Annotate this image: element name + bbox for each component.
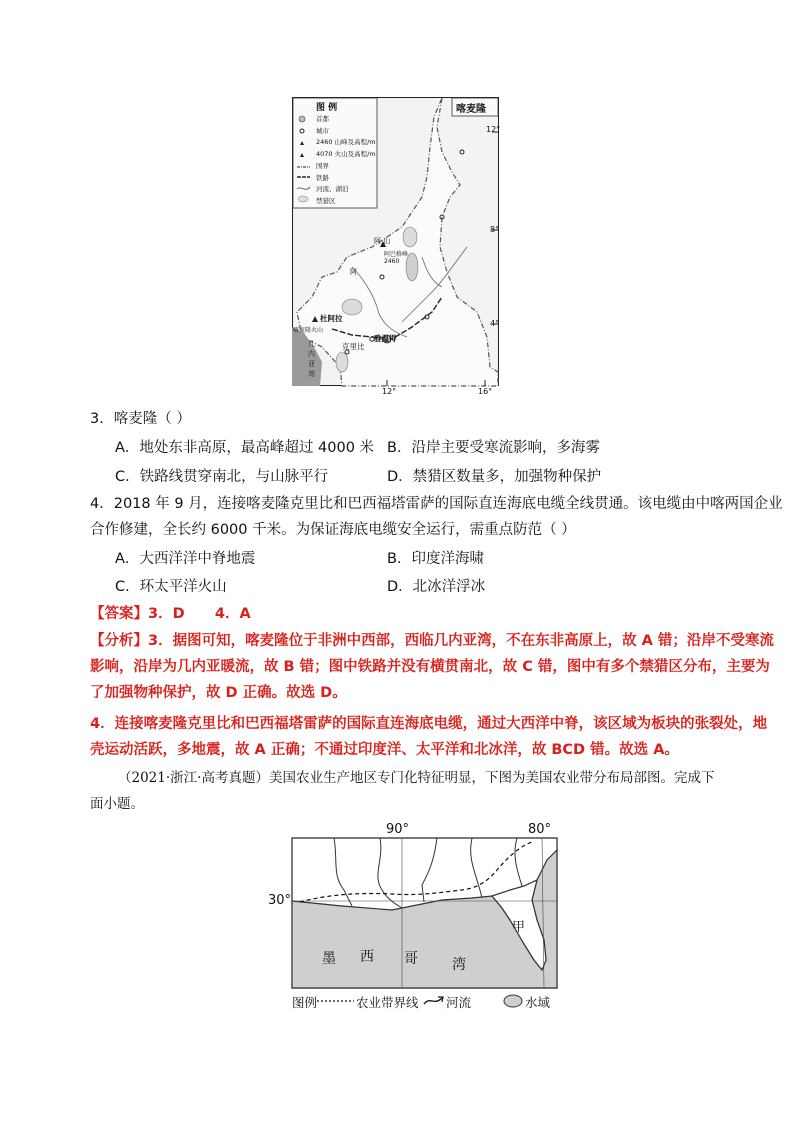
legend-item-peak: 2460 山峰及高程/m [316, 138, 376, 147]
map1-lon-12: 12° [382, 387, 397, 396]
answer-row [90, 604, 251, 624]
map2-lat-30: 30° [268, 893, 292, 908]
q4-stem-line2: 合作修建，全长约 6000 千米。为保证海底电缆安全运行，需重点防范（ ） [90, 522, 576, 538]
analysis-line2: 影响，沿岸为几内亚暖流，故 B 错；图中铁路并没有横贯南北，故 C 错，图中有多个禁猎区分布，主要为 [90, 659, 770, 675]
analysis-line4: 4．连接喀麦隆克里比和巴西福塔雷萨的国际直连海底电缆，通过大西洋中脊，该区域为板块的张裂处，地 [90, 716, 768, 732]
map1-lon-16: 16° [478, 387, 493, 396]
legend-item-railway: 铁路 [316, 173, 329, 182]
map1-lat-8: 8° [490, 225, 500, 234]
map1-lat-4: 4° [490, 319, 500, 328]
map2-legend-boundary: 农业带界线 [356, 995, 419, 1010]
q4-option-a: A．大西洋洋中脊地震 [115, 551, 256, 567]
q3-option-a: A．地处东非高原，最高峰超过 4000 米 [115, 440, 375, 456]
map1-lat-12: 12° [486, 125, 501, 134]
gulf-char-1: 墨 [322, 951, 336, 967]
map1-capital-label: 雅温得 [374, 334, 397, 343]
q3-option-c: C．铁路线贯穿南北，与山脉平行 [115, 469, 329, 485]
legend-item-border: 国界 [316, 161, 329, 170]
legend-item-reserve: 禁猎区 [316, 196, 336, 205]
q4-option-c: C．环太平洋火山 [115, 579, 227, 595]
answer-label: 【答案】 [90, 606, 148, 622]
next-question-line2: 面小题。 [90, 796, 144, 812]
analysis-line3: 了加强物种保护，故 D 正确。故选 D。 [90, 685, 347, 701]
map1-country-label: 喀麦隆 [456, 104, 486, 115]
q4-option-d: D．北冰洋浮冰 [387, 579, 486, 595]
analysis-line5: 壳运动活跃，多地震，故 A 正确；不通过印度洋、太平洋和北冰洋，故 BCD 错。故选 A。 [90, 742, 679, 758]
analysis-line1-text: 3．据图可知，喀麦隆位于非洲中西部，西临几内亚湾，不在东非高原上，故 A 错；沿岸不受寒流 [148, 633, 774, 649]
us-agriculture-map [262, 820, 582, 1015]
gulf-char-4: 湾 [452, 957, 466, 973]
map2-lon-90: 90° [386, 822, 410, 837]
q4-stem-line1: 4．2018 年 9 月，连接喀麦隆克里比和巴西福塔雷萨的国际直连海底电缆全线贯通。该电缆由中喀两国企业 [90, 496, 783, 512]
map2-point-jia: 甲 [512, 920, 526, 935]
answer-text: 3．D 4．A [148, 606, 251, 622]
map2-legend-water: 水域 [525, 995, 551, 1010]
map2-legend-river: 河流 [446, 995, 472, 1010]
map2-legend-title: 图例 [292, 995, 318, 1010]
map1-gulf-label: 几 内 亚 湾 [308, 340, 315, 378]
q3-option-d: D．禁猎区数量多，加强物种保护 [387, 469, 602, 485]
q3-option-b: B．沿岸主要受寒流影响，多海雾 [387, 440, 600, 456]
analysis-line1 [90, 631, 774, 651]
q3-stem: 3．喀麦隆（ ） [90, 411, 191, 427]
map1-legend-title: 图 例 [316, 103, 338, 113]
next-question-line1: （2021·浙江·高考真题）美国农业生产地区专门化特征明显，下图为美国农业带分布局部图。完成下 [118, 770, 715, 786]
gulf-char-2: 西 [360, 949, 374, 965]
legend-item-capital: 首都 [316, 115, 329, 123]
analysis-label: 【分析】 [90, 633, 148, 649]
gulf-char-3: 哥 [404, 951, 418, 967]
map1-volcano-label: 喀麦隆火山 [293, 327, 324, 334]
map1-peak-label: 阿巴格峰 2460 [384, 251, 409, 265]
cameroon-map [292, 97, 506, 396]
map1-west-mountain-label: 阿 [350, 268, 357, 276]
q4-option-b: B．印度洋海啸 [387, 551, 484, 567]
legend-item-volcano: 4070 火山及高程/m [316, 150, 376, 159]
legend-item-river: 河流、湖泊 [316, 185, 349, 194]
map1-legend-list [316, 114, 376, 208]
map1-city-kribi: 克里比 [342, 342, 365, 351]
us-map-svg [262, 820, 582, 1015]
map1-city-douala: 杜阿拉 [320, 314, 343, 323]
legend-item-city: 城市 [316, 126, 329, 135]
map1-mountain-label: 阿 山 [374, 237, 391, 245]
map2-lon-80: 80° [528, 822, 552, 837]
